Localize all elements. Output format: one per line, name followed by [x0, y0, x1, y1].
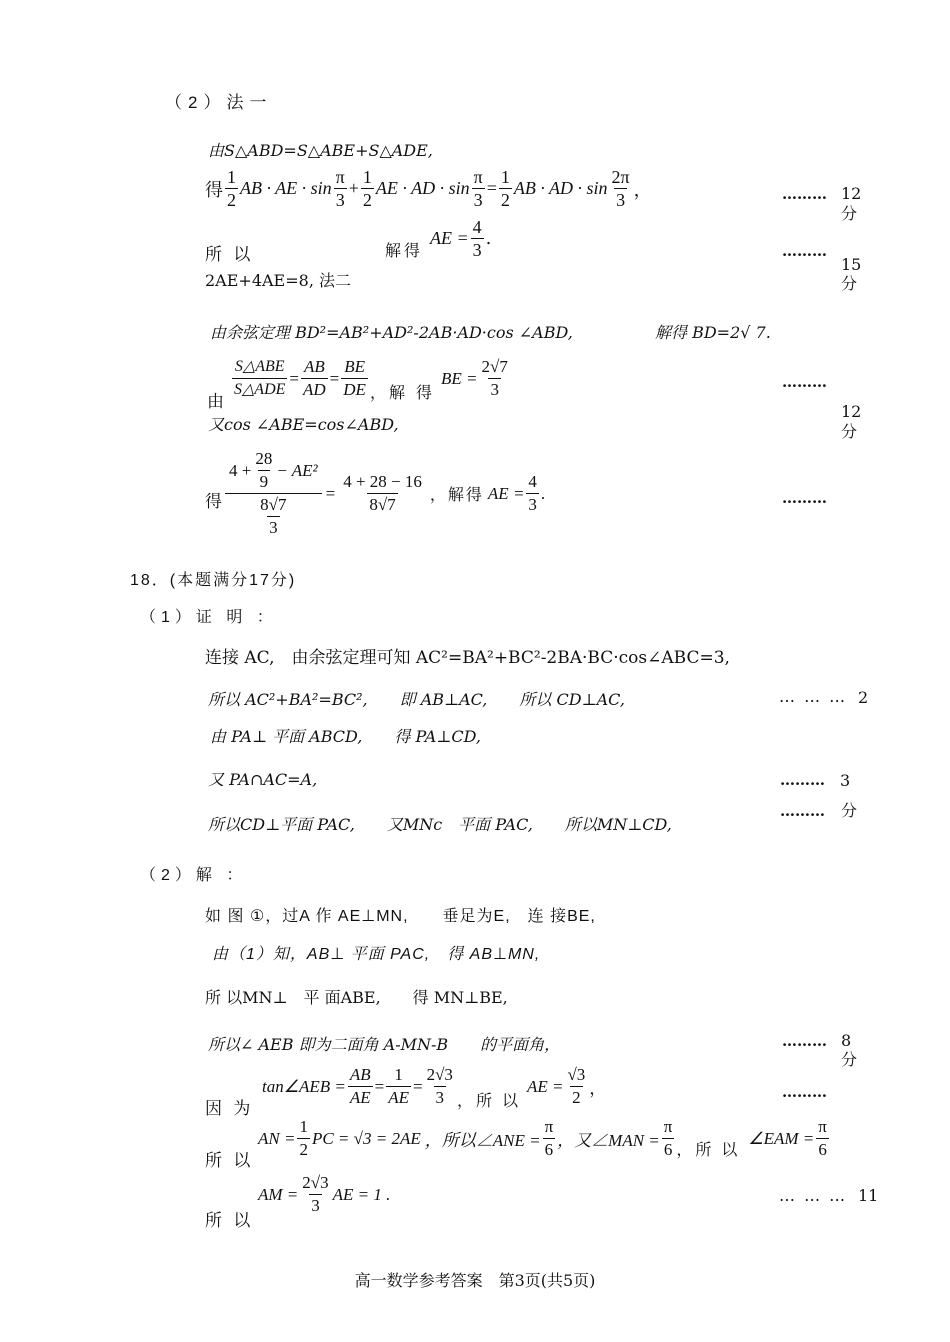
comma: ，	[633, 179, 652, 201]
frac-num: S△ABE	[234, 358, 285, 375]
de-label: 得	[205, 492, 222, 512]
ratio-equation	[230, 354, 512, 403]
cosine-law-line: 由余弦定理 BD²=AB²+AD²-2AB·AD·cos ∠ABD,	[210, 323, 573, 342]
q18-line-5: 所以CD⊥平面 PAC, 又MNc 平面 PAC, 所以MN⊥CD,	[208, 815, 672, 834]
de-label: 得	[205, 179, 223, 201]
jiede-label: ，解得	[429, 487, 484, 504]
q18-header: 18．(本题满分17分)	[130, 572, 297, 589]
frac-num: 1	[299, 1117, 308, 1136]
big-denominator	[225, 493, 322, 539]
score-unit: 分	[841, 422, 858, 441]
q18-line-1: 连接 AC, 由余弦定理可知 AC²=BA²+BC²-2BA·BC·cos∠ABC=3,	[205, 648, 730, 668]
four-plus: 4 +	[229, 460, 252, 480]
frac-num: π	[818, 1117, 827, 1136]
frac-num: 2√7	[481, 357, 508, 376]
q18-part2-header: （2）解 ：	[140, 867, 248, 884]
frac-den: 9	[259, 472, 269, 491]
q18-m-line-3: 所 以MN⊥ 平 面ABE, 得 MN⊥BE,	[205, 988, 508, 1007]
equals-sign: =	[325, 483, 336, 503]
ae-eq: AE =	[526, 1076, 564, 1096]
ae-eq: AE =	[487, 483, 525, 503]
score-value: 15	[841, 255, 862, 274]
final-equation	[225, 448, 545, 539]
frac-den: 8√7	[369, 495, 396, 514]
score-dots: ………	[782, 1083, 827, 1101]
term-3: AB · AD · sin	[513, 178, 608, 198]
q18-line-4: 又 PA∩AC=A,	[208, 770, 318, 789]
score-value: 12	[841, 184, 862, 203]
score-dots: … … …	[779, 687, 848, 706]
minus-ae2: − AE²	[276, 460, 318, 480]
q18-m-line-4: 所以∠ AEB 即为二面角 A-MN-B 的平面角，	[208, 1035, 561, 1054]
score-dots: ………	[780, 771, 825, 789]
score-value: 11	[858, 1186, 879, 1205]
bd-result: 解得 BD=2√ 7.	[655, 323, 771, 342]
score-unit: 分	[841, 801, 858, 820]
you-label: 由	[207, 392, 224, 412]
frac-num: 2√3	[302, 1173, 329, 1192]
frac-den: 6	[818, 1140, 827, 1159]
equals-sign: =	[374, 1076, 385, 1096]
tan-equation	[262, 1062, 606, 1111]
equals-sign: =	[289, 368, 299, 388]
frac-num: AB	[303, 357, 325, 376]
an-equation	[258, 1116, 831, 1161]
frac-num: 4 + 28 − 16	[343, 472, 422, 491]
frac-den: AE	[349, 1088, 371, 1107]
be-eq: BE =	[441, 368, 478, 388]
big-numerator	[225, 448, 322, 493]
an-eq: AN =	[258, 1128, 296, 1148]
frac-num: 1	[227, 167, 236, 187]
frac-num: 1	[394, 1065, 403, 1084]
score-unit: 分	[841, 1050, 858, 1069]
jiede-label: ，解 得	[369, 383, 436, 402]
score-dots: ………	[782, 373, 827, 391]
frac-den: 3	[528, 495, 537, 514]
frac-num: √3	[567, 1065, 586, 1084]
man-eq: ，又∠MAN =	[557, 1131, 660, 1150]
frac-num: 2π	[611, 167, 630, 187]
frac-num: 1	[500, 167, 510, 187]
q18-line-3: 由 PA⊥ 平面 ABCD, 得 PA⊥CD,	[210, 727, 481, 746]
frac-num: π	[335, 167, 345, 187]
score-value: 8	[841, 1031, 852, 1050]
score-dots: ………	[780, 802, 825, 820]
frac-num: π	[473, 167, 483, 187]
cos-equal-line: 又cos ∠ABE=cos∠ABD,	[208, 415, 399, 434]
frac-den: S△ADE	[232, 378, 287, 401]
score-value: 3	[840, 771, 851, 790]
eam-eq: ∠EAM =	[748, 1128, 815, 1148]
frac-den: 2	[362, 190, 372, 210]
ane-eq: ，所以∠ANE =	[424, 1131, 541, 1150]
score-unit: 分	[841, 204, 858, 223]
area-equation: 由S△ABD=S△ABE+S△ADE,	[208, 141, 433, 160]
frac-den: 2	[227, 190, 236, 210]
equals-sign: =	[329, 368, 340, 388]
frac-num: 4	[528, 472, 537, 491]
frac-num: 1	[362, 167, 372, 187]
frac-den: 3	[435, 1088, 445, 1107]
q18-m-line-2: 由（1）知，AB⊥ 平面 PAC, 得 AB⊥MN,	[212, 946, 541, 963]
area-expanded-equation	[205, 166, 652, 211]
frac-den: DE	[343, 380, 366, 399]
score-dots: ………	[782, 185, 827, 203]
frac-den: 3	[269, 518, 278, 537]
score-dots: ………	[782, 489, 827, 507]
part2-method-header: （2）法一	[165, 93, 273, 112]
ae-eq-1: AE = 1 .	[332, 1184, 391, 1204]
score-unit: 分	[841, 274, 858, 293]
frac-den: 3	[616, 190, 626, 210]
jiede-label: 解得	[385, 241, 424, 260]
frac-den: 3	[490, 380, 499, 399]
suoyi-label: 所 以	[205, 1211, 254, 1231]
equals-sign: =	[413, 1076, 423, 1096]
suoyi-label: 所 以	[205, 245, 254, 265]
frac-den: 6	[663, 1140, 673, 1159]
score-dots: ………	[782, 242, 827, 260]
frac-num: π	[544, 1117, 554, 1136]
frac-num: 8√7	[260, 495, 287, 514]
score-dots: ………	[782, 1032, 827, 1050]
q18-m-line-1: 如 图 ①，过A 作 AE⊥MN, 垂足为E, 连 接BE,	[205, 908, 596, 925]
yinwei-label: 因 为	[205, 1099, 254, 1119]
suoyi-label: ，所 以	[456, 1093, 521, 1110]
plus-sign: +	[348, 178, 359, 198]
page-footer: 高一数学参考答案 第3页(共5页)	[354, 1271, 596, 1290]
frac-den: 6	[544, 1140, 554, 1159]
frac-num: π	[663, 1117, 673, 1136]
frac-den: 3	[473, 190, 483, 210]
sum-line: 2AE+4AE=8, 法二	[205, 271, 351, 290]
suoyi-label: 所 以	[205, 1151, 254, 1171]
period: .	[485, 228, 492, 249]
big-fraction	[225, 448, 322, 539]
term-1: AB · AE · sin	[240, 178, 332, 198]
pc-eq: PC = √3 = 2AE	[311, 1128, 421, 1148]
frac-den: 2	[500, 190, 510, 210]
frac-den: 3	[472, 240, 482, 260]
period: .	[540, 483, 546, 503]
frac-den: 3	[311, 1196, 320, 1215]
equals-sign: =	[486, 178, 497, 198]
frac-num: AB	[349, 1065, 371, 1084]
frac-den: AD	[303, 380, 326, 399]
suoyi-label: ，所 以	[676, 1142, 741, 1159]
q18-part1-header: （1）证 明 ：	[140, 609, 278, 626]
am-eq: AM =	[258, 1184, 299, 1204]
frac-den: 2	[572, 1088, 581, 1107]
term-2: AE · AD · sin	[375, 178, 470, 198]
frac-num: 2√3	[426, 1065, 453, 1084]
frac-num: BE	[344, 357, 365, 376]
ae-result	[430, 216, 491, 261]
frac-den: 2	[299, 1140, 308, 1159]
frac-den: 3	[335, 190, 345, 210]
frac-den: AE	[388, 1088, 409, 1107]
score-dots: … … …	[779, 1186, 848, 1205]
frac-num: 28	[255, 449, 273, 468]
score-value: 12	[841, 402, 862, 421]
score-value: 2	[858, 688, 869, 707]
tan-label: tan∠AEB =	[262, 1076, 346, 1096]
frac-num: 4	[472, 217, 482, 237]
comma: ，	[589, 1079, 607, 1098]
ae-eq: AE =	[430, 228, 469, 248]
am-equation	[258, 1172, 390, 1217]
q18-line-2: 所以 AC²+BA²=BC², 即 AB⊥AC, 所以 CD⊥AC,	[208, 690, 625, 709]
